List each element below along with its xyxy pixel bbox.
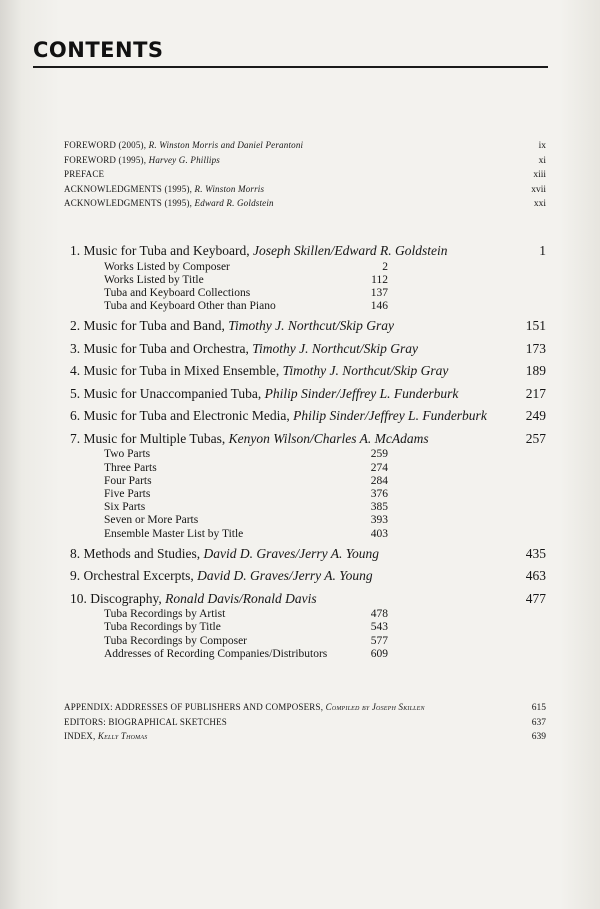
- chapter-title: [70, 338, 418, 361]
- chapter-entry: [70, 428, 546, 541]
- front-matter-entry: [64, 155, 546, 170]
- chapter-title: [70, 565, 373, 588]
- chapter-title-text: 2. Music for Tuba and Band,: [70, 318, 225, 334]
- subsection-page-number: 274: [370, 461, 388, 474]
- subsection-entry: [104, 608, 546, 621]
- front-matter-page-number: xvii: [531, 184, 546, 195]
- subsection-entry: [104, 635, 546, 648]
- chapter-heading-line: [70, 240, 546, 263]
- chapter-list: [70, 240, 546, 663]
- front-matter-page-number: xxi: [533, 199, 546, 209]
- subsection-page-number: 146: [370, 300, 388, 313]
- subsection-page-number: 376: [370, 487, 388, 500]
- subsection-entry: [104, 528, 546, 541]
- chapter-authors: Joseph Skillen/Edward R. Goldstein: [252, 243, 448, 258]
- subsection-title: Tuba and Keyboard Collections: [104, 286, 251, 299]
- front-matter-author: R. Winston Morris and Daniel Perantoni: [148, 140, 304, 150]
- subsection-list: [104, 448, 546, 540]
- chapter-entry: [70, 315, 546, 338]
- front-matter-label-text: ACKNOWLEDGMENTS (1995),: [64, 183, 193, 194]
- front-matter-author: Harvey G. Phillips: [148, 154, 220, 165]
- front-matter-entry: [64, 140, 546, 155]
- subsection-list: [104, 261, 546, 314]
- title-rule: [33, 66, 548, 68]
- chapter-page-number: 249: [525, 408, 546, 424]
- chapter-entry: [70, 240, 546, 313]
- back-matter-author: Compiled by Joseph Skillen: [325, 702, 425, 712]
- front-matter-label: [64, 140, 303, 150]
- chapter-title-text: 9. Orchestral Excerpts,: [70, 568, 194, 584]
- front-matter-label: [64, 169, 104, 179]
- front-matter-author: R. Winston Morris: [194, 183, 265, 194]
- front-matter-entry: [64, 169, 546, 184]
- chapter-page-number: 435: [525, 545, 546, 561]
- chapter-page-number: 151: [525, 318, 546, 334]
- front-matter-page-number: ix: [538, 141, 546, 151]
- front-matter-label: [64, 184, 264, 194]
- subsection-entry: [104, 462, 546, 475]
- chapter-heading-line: [70, 405, 546, 428]
- chapter-entry: [70, 360, 546, 383]
- chapter-entry: [70, 338, 546, 361]
- subsection-title: Works Listed by Composer: [104, 260, 230, 273]
- chapter-title-text: 7. Music for Multiple Tubas,: [70, 430, 226, 446]
- subsection-entry: [104, 501, 546, 514]
- front-matter-page-number: xi: [538, 155, 546, 166]
- subsection-title: Tuba Recordings by Title: [104, 621, 221, 634]
- subsection-page-number: 112: [371, 273, 388, 286]
- chapter-page-number: 477: [525, 590, 546, 606]
- subsection-title: Works Listed by Title: [104, 273, 204, 286]
- chapter-page-number: 463: [525, 568, 546, 584]
- front-matter-entry: [64, 184, 546, 199]
- subsection-entry: [104, 274, 546, 287]
- front-matter-label-text: FOREWORD (1995),: [64, 154, 147, 165]
- back-matter-page-number: 637: [531, 717, 546, 728]
- back-matter-entry: [64, 717, 546, 732]
- chapter-authors: Kenyon Wilson/Charles A. McAdams: [228, 430, 429, 446]
- back-matter-label: [64, 717, 227, 727]
- chapter-authors: David D. Graves/Jerry A. Young: [203, 545, 379, 561]
- chapter-title-text: 10. Discography,: [70, 590, 162, 606]
- subsection-title: Tuba Recordings by Artist: [104, 608, 226, 621]
- front-matter-entry: [64, 198, 546, 213]
- chapter-authors: David D. Graves/Jerry A. Young: [197, 568, 373, 584]
- chapter-title: [70, 240, 447, 263]
- back-matter-list: [64, 702, 546, 746]
- chapter-page-number: 189: [525, 363, 546, 379]
- back-matter-entry: [64, 731, 546, 746]
- back-matter-label-text: EDITORS: BIOGRAPHICAL SKETCHES: [64, 716, 228, 727]
- subsection-title: Three Parts: [104, 461, 157, 474]
- chapter-page-number: 217: [525, 385, 546, 401]
- back-matter-label-text: APPENDIX: ADDRESSES OF PUBLISHERS AND COMPOSERS,: [64, 702, 324, 712]
- back-matter-author: Kelly Thomas: [97, 731, 148, 741]
- chapter-heading-line: [70, 588, 546, 611]
- chapter-title-text: 3. Music for Tuba and Orchestra,: [70, 340, 249, 356]
- subsection-list: [104, 608, 546, 661]
- chapter-page-number: 1: [539, 243, 546, 258]
- front-matter-label-text: PREFACE: [64, 169, 105, 179]
- chapter-authors: Ronald Davis/Ronald Davis: [165, 590, 317, 606]
- front-matter-label-text: ACKNOWLEDGMENTS (1995),: [64, 198, 193, 208]
- subsection-page-number: 385: [370, 501, 388, 514]
- subsection-entry: [104, 648, 546, 661]
- chapter-title: [70, 360, 448, 383]
- subsection-title: Five Parts: [104, 487, 151, 500]
- chapter-title: [70, 405, 487, 428]
- front-matter-page-number: xiii: [533, 170, 546, 180]
- subsection-title: Tuba Recordings by Composer: [104, 634, 248, 647]
- chapter-authors: Timothy J. Northcut/Skip Gray: [228, 318, 394, 334]
- subsection-title: Addresses of Recording Companies/Distributors: [104, 647, 328, 660]
- subsection-page-number: 543: [370, 621, 388, 634]
- subsection-title: Six Parts: [104, 501, 146, 514]
- subsection-entry: [104, 287, 546, 300]
- back-matter-label: [64, 731, 147, 741]
- chapter-title: [70, 315, 394, 338]
- subsection-page-number: 259: [370, 448, 388, 461]
- chapter-entry: [70, 383, 546, 406]
- subsection-entry: [104, 475, 546, 488]
- subsection-entry: [104, 261, 546, 274]
- subsection-page-number: 403: [370, 527, 388, 540]
- chapter-authors: Timothy J. Northcut/Skip Gray: [252, 340, 418, 356]
- chapter-entry: [70, 565, 546, 588]
- back-matter-page-number: 615: [531, 703, 546, 713]
- subsection-entry: [104, 514, 546, 527]
- chapter-authors: Philip Sinder/Jeffrey L. Funderburk: [293, 408, 487, 424]
- back-matter-label-text: INDEX,: [64, 731, 96, 741]
- chapter-heading-line: [70, 360, 546, 383]
- chapter-heading-line: [70, 383, 546, 406]
- chapter-entry: [70, 588, 546, 661]
- chapter-heading-line: [70, 543, 546, 566]
- chapter-authors: Timothy J. Northcut/Skip Gray: [282, 363, 449, 379]
- page-title: CONTENTS: [33, 38, 164, 62]
- chapter-title-text: 4. Music for Tuba in Mixed Ensemble,: [70, 363, 280, 379]
- chapter-title: [70, 428, 429, 451]
- subsection-entry: [104, 621, 546, 634]
- subsection-page-number: 577: [370, 634, 388, 647]
- chapter-heading-line: [70, 338, 546, 361]
- chapter-title-text: 1. Music for Tuba and Keyboard,: [70, 243, 250, 258]
- chapter-authors: Philip Sinder/Jeffrey L. Funderburk: [264, 385, 459, 401]
- chapter-heading-line: [70, 565, 546, 588]
- chapter-title: [70, 543, 379, 566]
- subsection-title: Seven or More Parts: [104, 514, 199, 527]
- subsection-page-number: 137: [370, 286, 388, 299]
- chapter-title: [70, 383, 458, 406]
- back-matter-page-number: 639: [531, 732, 546, 742]
- subsection-title: Two Parts: [104, 448, 151, 461]
- front-matter-label: [64, 155, 220, 165]
- chapter-title-text: 8. Methods and Studies,: [70, 545, 201, 561]
- subsection-entry: [104, 448, 546, 461]
- back-matter-entry: [64, 702, 546, 717]
- chapter-page-number: 173: [525, 340, 546, 356]
- subsection-page-number: 2: [382, 260, 388, 273]
- chapter-entry: [70, 405, 546, 428]
- chapter-title: [70, 588, 317, 611]
- subsection-title: Tuba and Keyboard Other than Piano: [104, 300, 276, 313]
- subsection-entry: [104, 488, 546, 501]
- subsection-page-number: 393: [370, 514, 388, 527]
- subsection-page-number: 284: [370, 474, 388, 487]
- subsection-title: Ensemble Master List by Title: [104, 527, 244, 540]
- subsection-title: Four Parts: [104, 474, 152, 487]
- chapter-entry: [70, 543, 546, 566]
- chapter-page-number: 257: [525, 430, 546, 446]
- chapter-heading-line: [70, 428, 546, 451]
- chapter-heading-line: [70, 315, 546, 338]
- front-matter-label-text: FOREWORD (2005),: [64, 140, 147, 150]
- back-matter-label: [64, 702, 425, 712]
- front-matter-list: [64, 140, 546, 213]
- front-matter-author: Edward R. Goldstein: [194, 198, 274, 208]
- chapter-title-text: 6. Music for Tuba and Electronic Media,: [70, 408, 290, 424]
- subsection-entry: [104, 300, 546, 313]
- subsection-page-number: 478: [370, 608, 388, 621]
- chapter-title-text: 5. Music for Unaccompanied Tuba,: [70, 385, 262, 401]
- front-matter-label: [64, 198, 274, 208]
- subsection-page-number: 609: [370, 647, 388, 660]
